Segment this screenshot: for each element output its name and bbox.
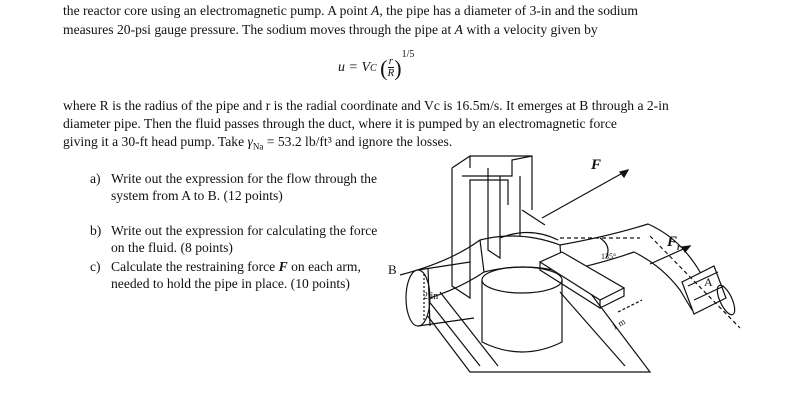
body-line-2: diameter pipe. Then the fluid passes through the duct, where it is pumped by an electromagnetic force xyxy=(63,116,617,131)
force-arrow-top xyxy=(542,170,628,218)
gamma-sub: Na xyxy=(252,141,264,152)
question-c-label: c) xyxy=(90,259,101,274)
question-b-label: b) xyxy=(90,223,102,238)
point-a-var-2: A xyxy=(454,22,463,37)
label-1m: 1 m xyxy=(610,316,628,332)
body-line-1: where R is the radius of the pipe and r is the radial coordinate and Vc is 16.5m/s. It emerges at B through a 2-in xyxy=(63,98,669,113)
right-paren: ) xyxy=(394,55,402,81)
label-f-right-main: F xyxy=(667,234,678,250)
body-line-3-b: = 53.2 lb/ft³ and ignore the losses. xyxy=(263,134,453,149)
dimension-1m xyxy=(618,300,642,312)
intro-line-2-end: with a velocity given by xyxy=(462,22,598,37)
question-c-text-b: on each arm, needed to hold the pipe in place. (10 points) xyxy=(111,259,361,291)
label-a: A xyxy=(704,275,713,289)
body-line-3-a: giving it a 30-ft head pump. Take xyxy=(63,134,248,149)
equation-lhs: u = V xyxy=(338,60,370,75)
question-a-label: a) xyxy=(90,171,101,186)
label-f-top: F xyxy=(591,157,602,173)
label-2in: 2 in xyxy=(423,291,439,302)
question-a-text: Write out the expression for the flow through the system from A to B. (12 points) xyxy=(111,171,377,203)
equation-numerator: r xyxy=(388,55,393,68)
equation-denominator: R xyxy=(387,67,395,80)
label-angle: 135° xyxy=(601,252,617,261)
label-f-right-sub: r xyxy=(677,242,681,252)
intro-line-1-text: the reactor core using an electromagnetic pump. A point xyxy=(63,3,372,18)
gamma-symbol: γ xyxy=(247,134,253,149)
left-paren: ( xyxy=(380,55,388,81)
point-a-var: A xyxy=(371,3,380,18)
label-b: B xyxy=(388,262,397,277)
equation-exponent: 1/5 xyxy=(401,49,415,60)
base-plate xyxy=(408,290,650,372)
magnet-cylinder xyxy=(482,267,562,352)
question-c-force: F xyxy=(278,259,288,274)
equation-lhs-sub: C xyxy=(370,63,377,74)
label-f-right xyxy=(667,234,681,256)
question-c-text-a: Calculate the restraining force xyxy=(111,259,279,274)
intro-line-1-end: , the pipe has a diameter of 3-in and the sodium xyxy=(379,3,638,18)
question-b-text: Write out the expression for calculating the force on the fluid. (8 points) xyxy=(111,223,378,255)
intro-line-2-text: measures 20-psi gauge pressure. The sodium moves through the pipe at xyxy=(63,22,455,37)
